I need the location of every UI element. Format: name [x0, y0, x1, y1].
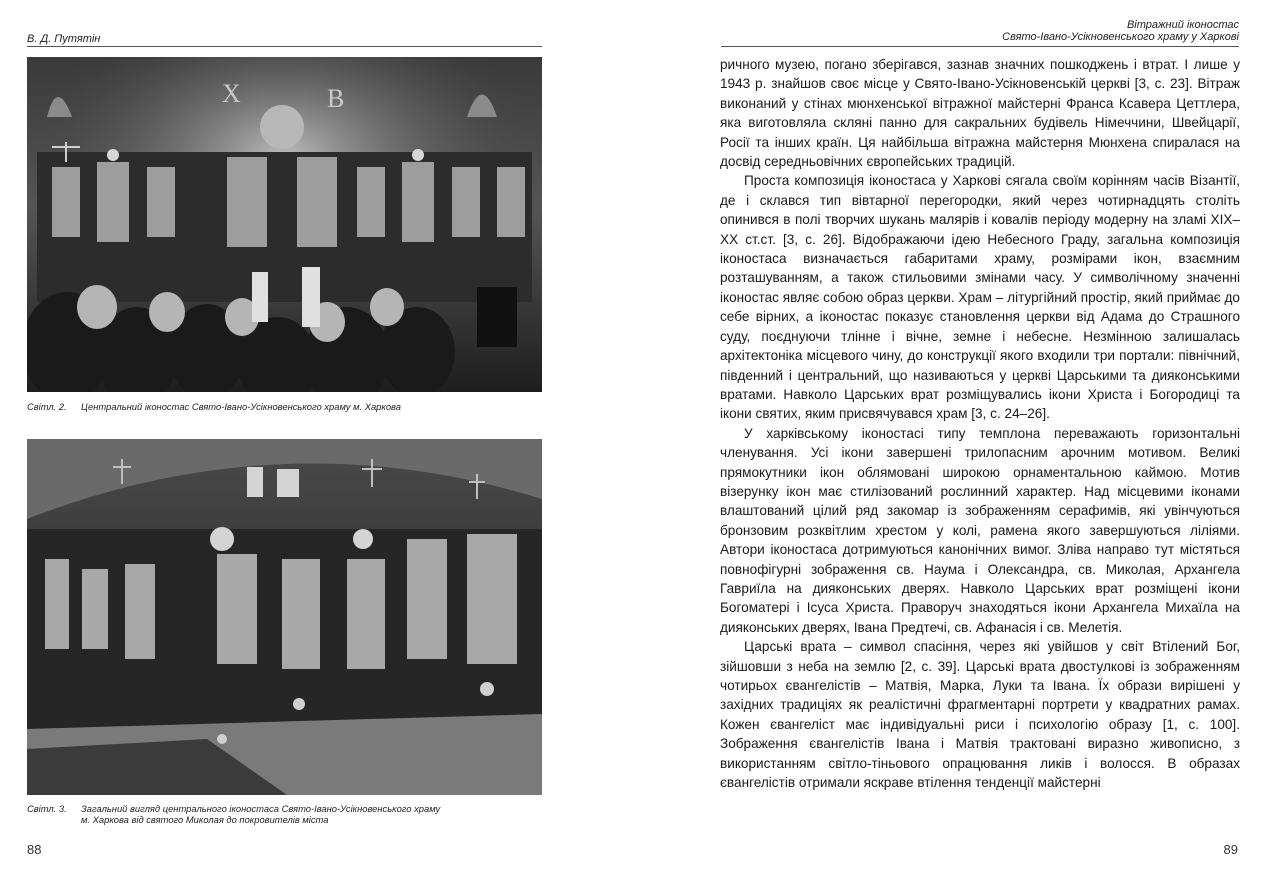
- paragraph: Царські врата – символ спасіння, через які увійшов у світ Втілений Бог, зійшовши з неба на землю [2, с. 39]. Царські врата двостулкові із зображенням чотирьох євангелістів – Матвія, Марка, Луки та Івана. Їх образи вирішені у західних традиціях як реалістичні фрагментарні портрети у квадратних рамах. Кожен євангеліст має індивідуальні риси і психологію образу [1, с. 100]. Зображення євангелістів Івана і Матвія трактовані виразно живописно, з використанням світло-тіньового опрацювання ликів і волосся. В образах євангелістів отримали яскраве втілення тенденції майстерні: [720, 639, 1240, 791]
- running-head-title-line2: Свято-Івано-Усікновенського храму у Харкові: [1002, 31, 1239, 43]
- figure-3-label: Світл. 3.: [27, 803, 67, 814]
- svg-text:В: В: [327, 84, 345, 113]
- figure-2-caption-text: Центральний іконостас Свято-Івано-Усікновенського храму м. Харкова: [81, 401, 401, 412]
- figure-3-caption-line1: Загальний вигляд центрального іконостаса Свято-Івано-Усікновенського храму: [81, 803, 441, 814]
- figure-3-caption: [27, 803, 547, 825]
- paragraph: Проста композиція іконостаса у Харкові сягала своїм корінням часів Візантії, де і склався тип вівтарної перегородки, який через чотирнадцять століть опинився в полі творчих шукань малярів і ковалів періоду модерну на зламі XIX–XX ст.ст. [3, с. 26]. Відображаючи ідею Небесного Граду, загальна композиція іконостаса визначається габаритами храму, розмірами ікон, взаємним розташуванням, а також стильовими змінами часу. У символічному значенні іконостас являє собою образ церкви. Храм – літургійний простір, який приймає до себе вірних, а іконостас показує становлення церкви від Адама до Страшного суду, поєднуючи тлінне і вічне, земне і небесне. Незмінною залишалась архітектоніка місцевого чину, до конструкції якого входили три портали: північний, південний і центральний, що називаються у церкві Царськими та дияконськими вратами. Навколо Царських врат розміщувались ікони Христа і Богородиці та ікони святих, яким присвячувався храм [3, с. 24–26].: [720, 173, 1240, 422]
- paragraph: У харківському іконостасі типу темплона переважають горизонтальні членування. Усі ікони завершені трилопасним арочним мотивом. Великі прямокутники ікон облямовані широкою орнаментальною каймою. Мотив візерунку ікон має стилізований рослинний характер. Над місцевими іконами влаштований цілий ряд закомар із зображенням серафимів, які увінчуються бронзовим розквітлим хрестом у колі, рамена якого завершуються ліліями. Автори іконостаса дотримуються канонічних вимог. Зліва направо тут містяться повнофігурні зображення св. Наума і Олександра, св. Миколая, Архангела Гавриїла на дияконських дверях. Навколо Царських врат розміщені ікони Богоматері і Ісуса Христа. Праворуч знаходяться ікони Архангела Михаїла на дияконських дверях, Івана Предтечі, св. Афанасія і св. Мелетія.: [720, 425, 1240, 635]
- figure-2-caption: [27, 401, 547, 412]
- right-page: [634, 0, 1268, 881]
- figure-3-photo: [27, 439, 542, 795]
- page-number-left: 88: [27, 842, 42, 857]
- page-number-right: 89: [1223, 842, 1238, 857]
- figure-2-photo: [27, 57, 542, 392]
- figure-2-label: Світл. 2.: [27, 401, 67, 412]
- running-head-title: [1002, 19, 1239, 43]
- header-rule: [721, 46, 1239, 47]
- paragraph: ричного музею, погано зберігався, зазнав значних пошкоджень і втрат. І лише у 1943 р. знайшов своє місце у Свято-Івано-Усікновенській церкві [3, с. 23]. Вітраж виконаний у стінах мюнхенської вітражної майстерні Франса Ксавера Цеттлера, яка виготовляла скляні панно для сакральних будівель Німеччини, Швейцарії, Росії та інших країн. Ця найбільша вітражна майстерня Мюнхена спиралася на досвід середньовічних європейських традицій.: [720, 57, 1240, 170]
- running-head-author: В. Д. Путятін: [27, 33, 101, 45]
- header-rule: [27, 46, 542, 47]
- figure-3-caption-line2: м. Харкова від святого Миколая до покровителів міста: [81, 814, 329, 825]
- svg-text:Х: Х: [222, 79, 241, 108]
- running-head-title-line1: Вітражний іконостас: [1126, 19, 1239, 31]
- body-text: [720, 55, 1240, 792]
